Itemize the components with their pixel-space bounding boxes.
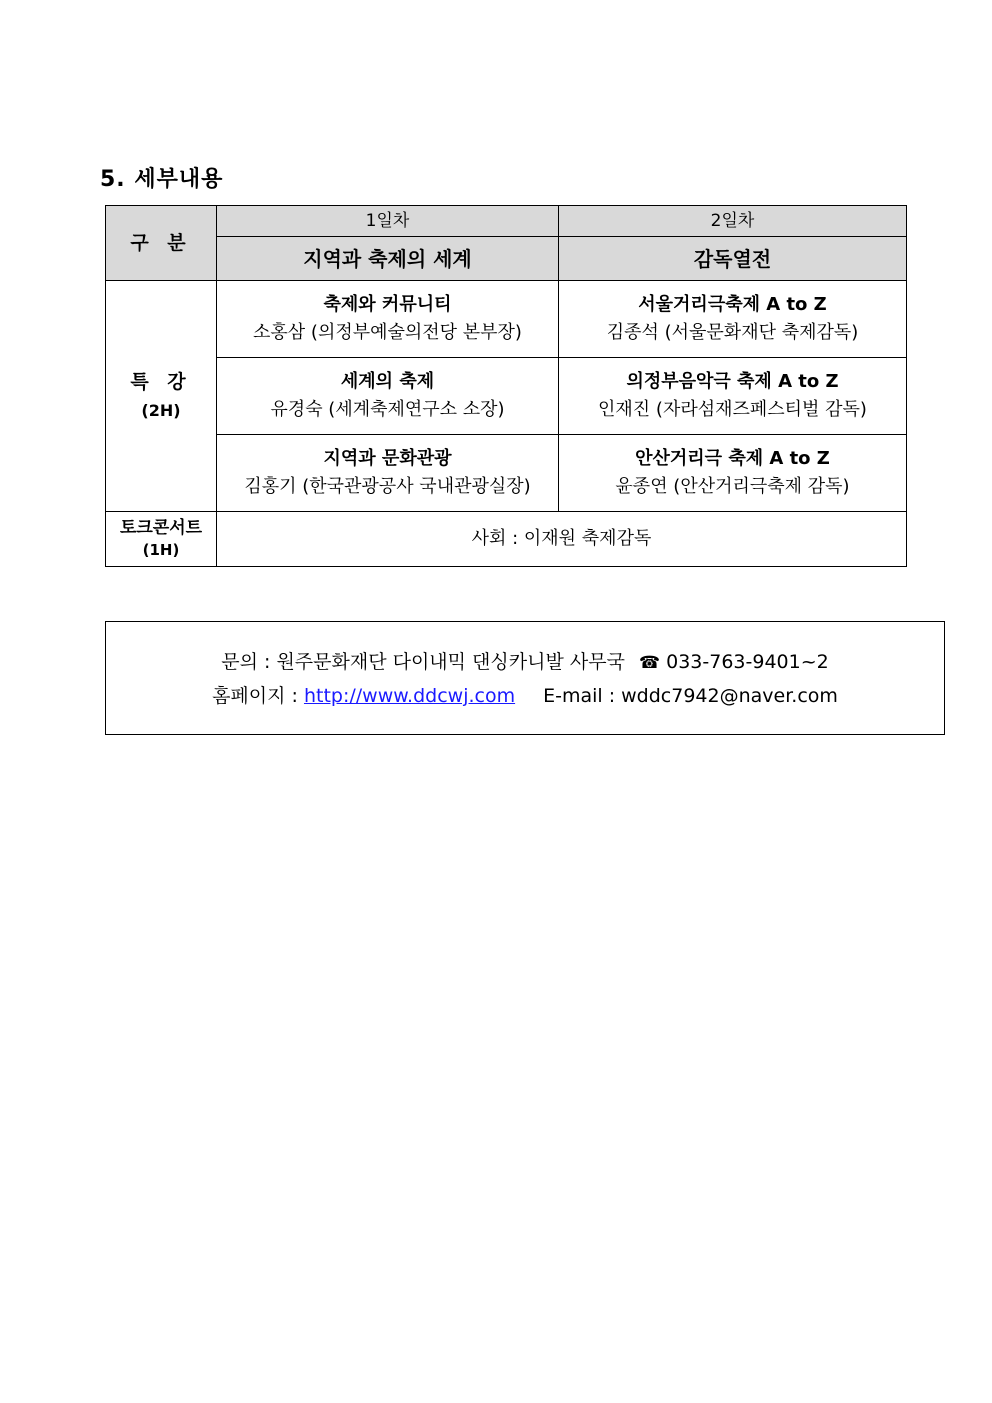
lecture-group-label: [106, 281, 217, 512]
lecture-title: 축제와 커뮤니티: [323, 294, 452, 315]
lecture-title: 서울거리극축제 A to Z: [638, 294, 827, 315]
lecture-cell: [217, 358, 559, 435]
homepage-label: 홈페이지 :: [212, 685, 298, 707]
lecture-speaker: 인재진 (자라섬재즈페스티벌 감독): [598, 399, 867, 420]
lecture-title: 세계의 축제: [340, 371, 435, 392]
talk-concert-duration: (1H): [142, 541, 180, 559]
lecture-label: 특 강: [130, 371, 192, 393]
lecture-cell: [217, 281, 559, 358]
lecture-speaker: 김홍기 (한국관광공사 국내관광실장): [244, 476, 531, 497]
lecture-duration: (2H): [141, 401, 181, 420]
day2-label: 2일차: [559, 206, 907, 237]
contact-box: [105, 621, 945, 735]
lecture-cell: [559, 435, 907, 512]
talk-concert-label: 토크콘서트: [119, 518, 203, 538]
talk-concert-content: 사회 : 이재원 축제감독: [217, 512, 907, 567]
day1-label: 1일차: [217, 206, 559, 237]
lecture-speaker: 김종석 (서울문화재단 축제감독): [606, 322, 859, 343]
day1-theme: 지역과 축제의 세계: [217, 237, 559, 281]
gubun-header: 구 분: [106, 206, 217, 281]
lecture-cell: [559, 358, 907, 435]
lecture-speaker: 윤종연 (안산거리극축제 감독): [615, 476, 850, 497]
lecture-title: 의정부음악극 축제 A to Z: [626, 371, 839, 392]
lecture-title: 지역과 문화관광: [323, 448, 452, 469]
lecture-title: 안산거리극 축제 A to Z: [635, 448, 830, 469]
inquiry-label: 문의 : 원주문화재단 다이내믹 댄싱카니발 사무국: [221, 651, 625, 673]
contact-web-line: [106, 684, 944, 708]
lecture-speaker: 유경숙 (세계축제연구소 소장): [270, 399, 505, 420]
lecture-cell: [217, 435, 559, 512]
contact-inquiry-line: [106, 650, 944, 675]
schedule-table: [105, 205, 907, 567]
email-label: E-mail : wddc7942@naver.com: [543, 685, 838, 707]
lecture-cell: [559, 281, 907, 358]
lecture-speaker: 소홍삼 (의정부예술의전당 본부장): [253, 322, 522, 343]
homepage-link[interactable]: http://www.ddcwj.com: [303, 685, 516, 707]
day2-theme: 감독열전: [559, 237, 907, 281]
section-title: 5. 세부내용: [100, 167, 224, 192]
phone-number: 033-763-9401~2: [666, 651, 829, 673]
phone-icon: ☎: [638, 653, 661, 673]
talk-concert-label-cell: [106, 512, 217, 567]
